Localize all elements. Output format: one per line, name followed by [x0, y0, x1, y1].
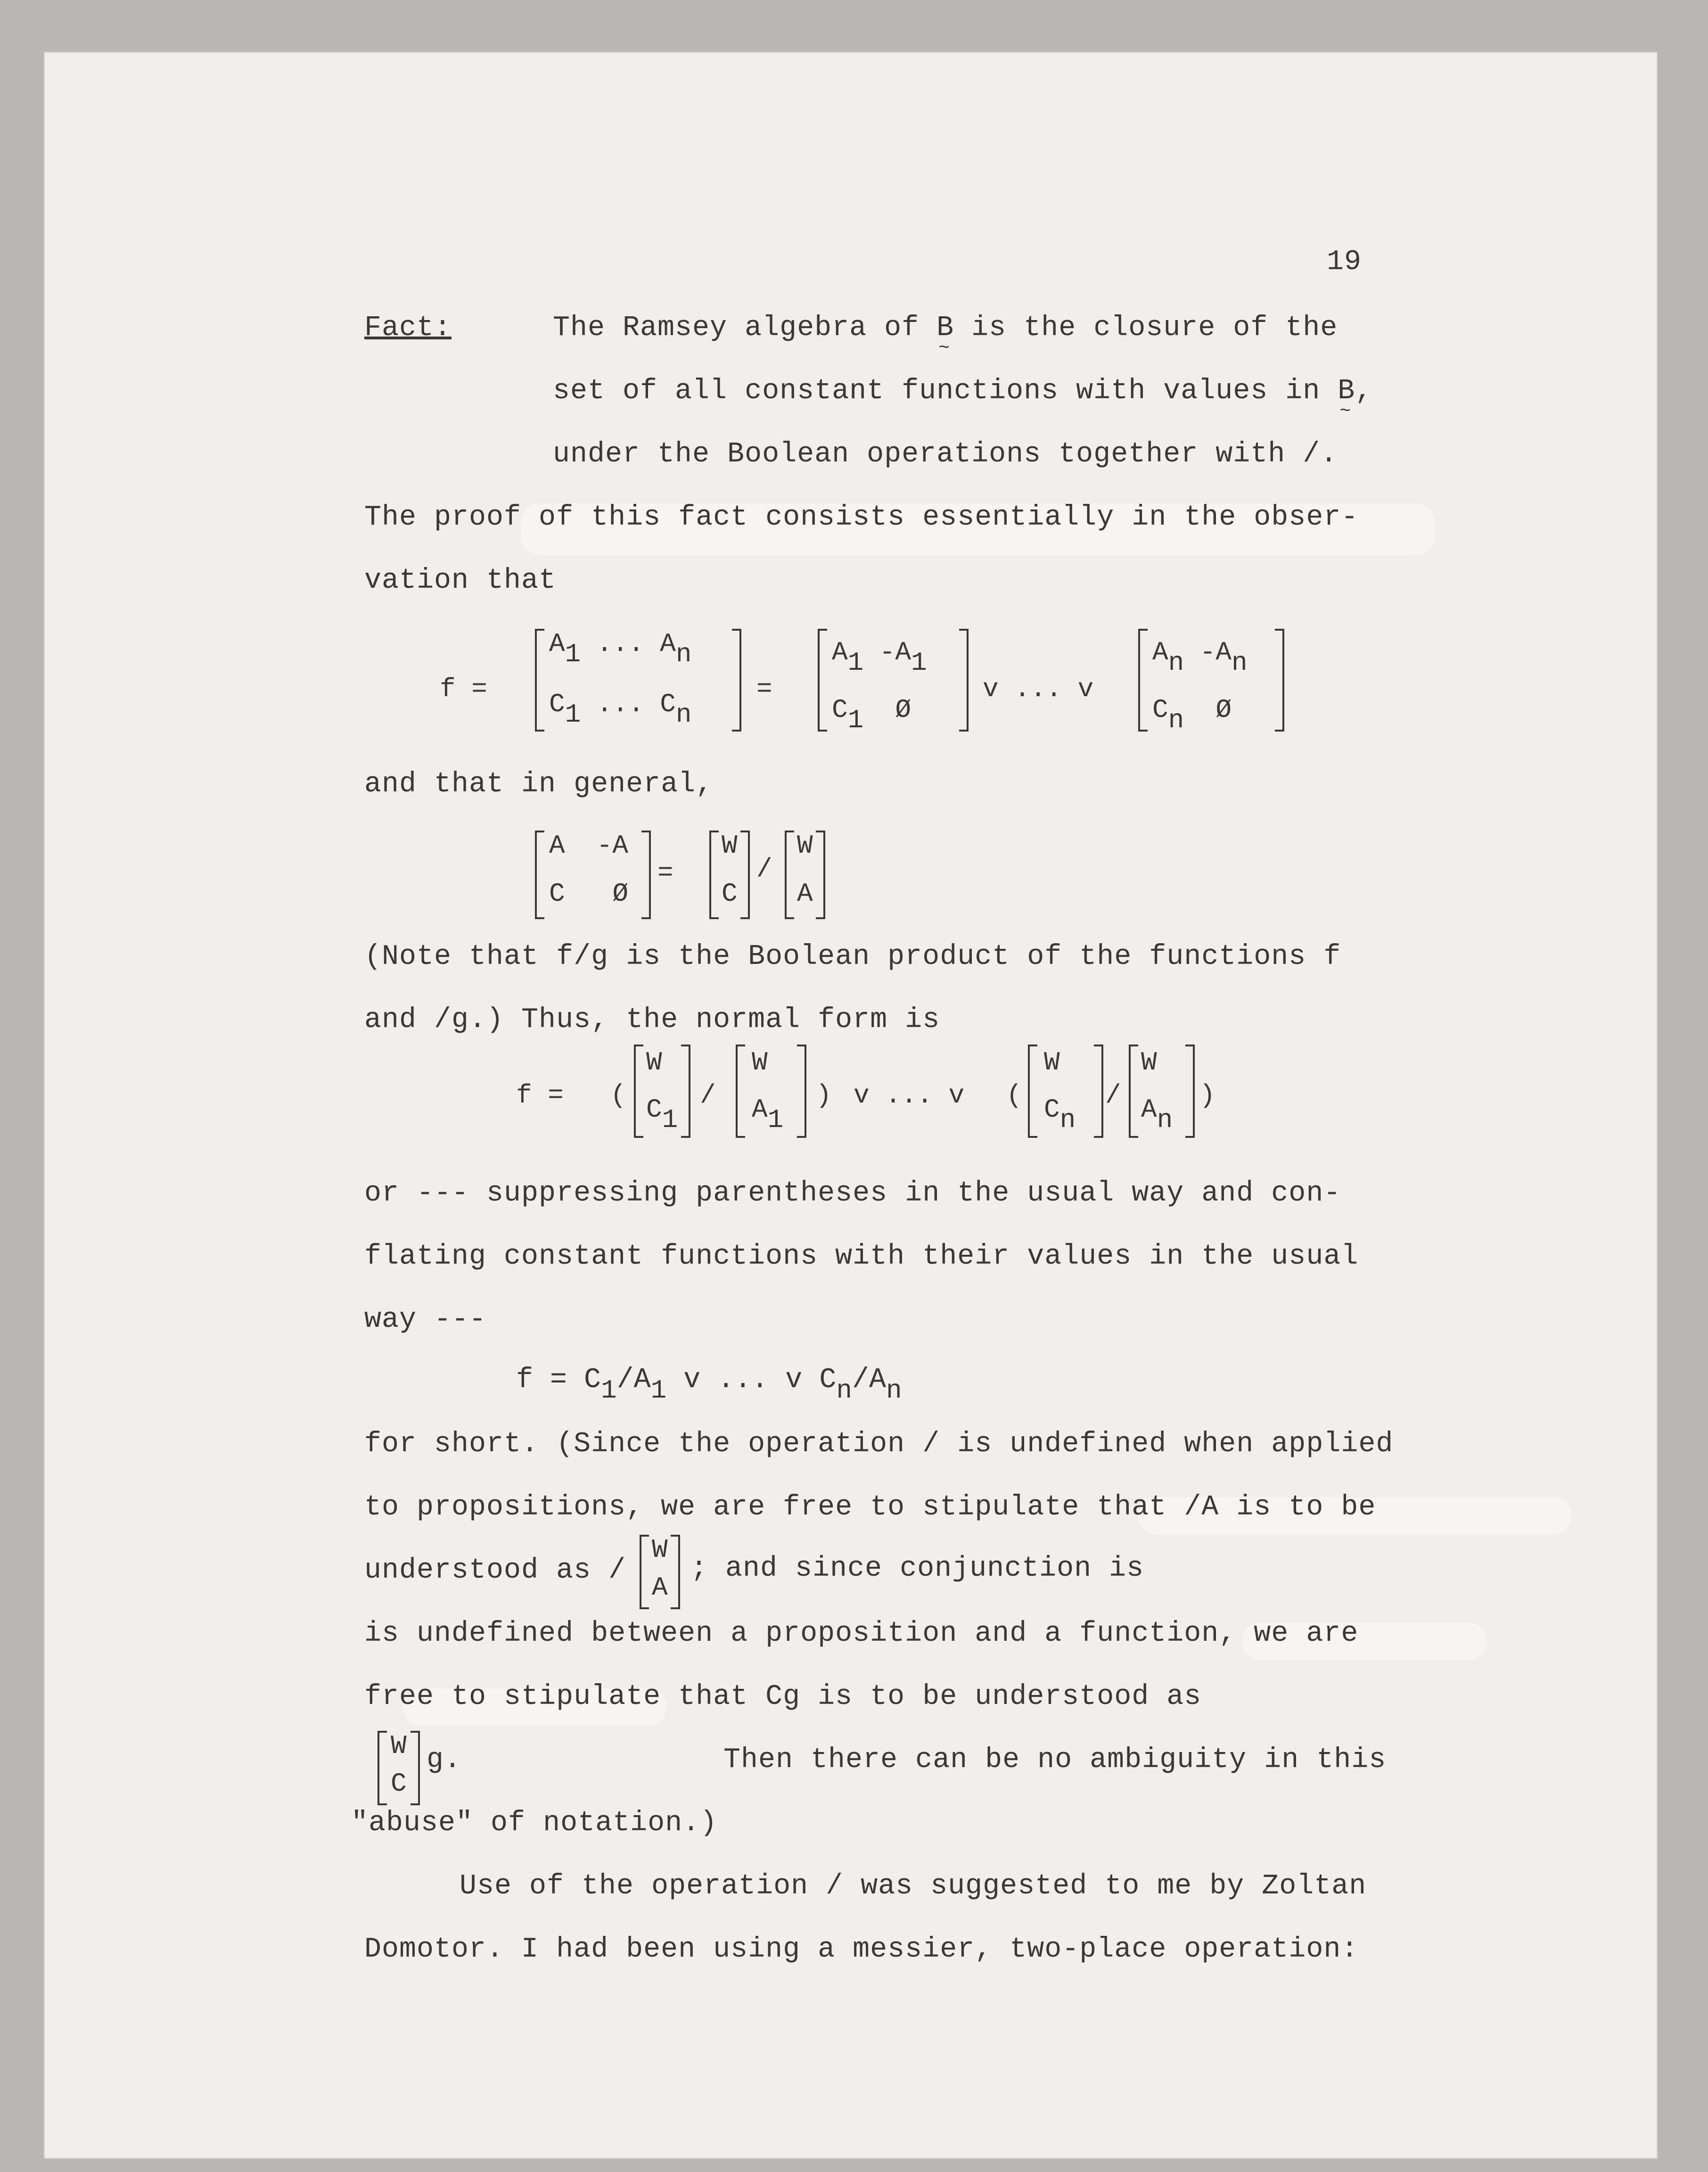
text-line: for short. (Since the operation / is undefined when applied [364, 1428, 1394, 1460]
text-line: to propositions, we are free to stipulate that /A is to be [364, 1491, 1376, 1523]
matrix-cell: W [752, 1047, 768, 1078]
slash: / [1105, 1080, 1121, 1111]
paren: ( [1006, 1080, 1022, 1111]
equals: = [657, 858, 673, 888]
slash: / [756, 854, 772, 884]
text-line: (Note that f/g is the Boolean product of the functions f [364, 941, 1341, 973]
text-line: vation that [364, 565, 557, 597]
matrix-cell: A1 -A1 [832, 637, 927, 678]
matrix-cell: A [797, 879, 813, 909]
equation-short-form: f = C1/A1 v ... v Cn/An [516, 1364, 902, 1406]
text-line: is undefined between a proposition and a function, we are [364, 1618, 1359, 1650]
text-line: flating constant functions with their values in the usual [364, 1241, 1359, 1273]
matrix-cell: Cn [1044, 1094, 1076, 1135]
matrix-cell: W [1141, 1047, 1157, 1078]
matrix-cell: C [722, 879, 738, 909]
matrix-cell: W [652, 1535, 668, 1565]
text-line: g. [427, 1744, 462, 1776]
operator: v ... v [983, 674, 1094, 704]
matrix-cell: C1 ... Cn [549, 689, 692, 730]
text-line: "abuse" of notation.) [351, 1807, 718, 1839]
operator: v ... v [854, 1080, 965, 1111]
equals: = [756, 674, 772, 704]
paren: ) [1199, 1080, 1215, 1111]
matrix-cell: A1 ... An [549, 629, 692, 669]
matrix-cell: W [1044, 1047, 1060, 1078]
matrix-cell: W [391, 1731, 407, 1761]
text-line: Then there can be no ambiguity in this [723, 1744, 1387, 1776]
eq-lhs: f = [516, 1080, 564, 1111]
matrix-cell: An -An [1152, 637, 1248, 678]
matrix-cell: A [652, 1572, 668, 1603]
text-line: The Ramsey algebra of B ~ is the closure of the [553, 311, 1338, 345]
text-line: The proof of this fact consists essentially in the obser- [364, 502, 1359, 534]
slash: / [700, 1080, 716, 1111]
paren: ) [816, 1080, 832, 1111]
matrix-cell: C1 Ø [832, 695, 911, 735]
text-line: or --- suppressing parentheses in the usual way and con- [364, 1177, 1341, 1209]
text-line: set of all constant functions with values in B ~, [553, 374, 1372, 408]
text-line: understood as / [364, 1555, 626, 1587]
matrix-cell: A -A [549, 831, 629, 861]
matrix-cell: W [722, 831, 738, 861]
fact-label: Fact: [364, 312, 452, 344]
matrix-cell: W [646, 1047, 662, 1078]
matrix-cell: Cn Ø [1152, 695, 1232, 735]
text-line: Use of the operation / was suggested to me by Zoltan [460, 1870, 1367, 1902]
paren: ( [610, 1080, 626, 1111]
matrix-cell: A1 [752, 1094, 784, 1135]
text-line: under the Boolean operations together with /. [553, 438, 1338, 470]
matrix-cell: C Ø [549, 879, 629, 909]
matrix-cell: C1 [646, 1094, 678, 1135]
text-line: and that in general, [364, 768, 714, 800]
matrix-cell: C [391, 1769, 407, 1799]
text-line: free to stipulate that Cg is to be understood as [364, 1681, 1202, 1713]
text-line: and /g.) Thus, the normal form is [364, 1004, 940, 1036]
page-number: 19 [1327, 246, 1362, 278]
document-page [45, 53, 1657, 2158]
text-line: way --- [364, 1304, 487, 1336]
matrix-cell: An [1141, 1094, 1173, 1135]
text-line: ; and since conjunction is [690, 1553, 1144, 1585]
eq-lhs: f = [440, 674, 487, 704]
matrix-cell: W [797, 831, 813, 861]
text-line: Domotor. I had been using a messier, two-place operation: [364, 1933, 1359, 1966]
